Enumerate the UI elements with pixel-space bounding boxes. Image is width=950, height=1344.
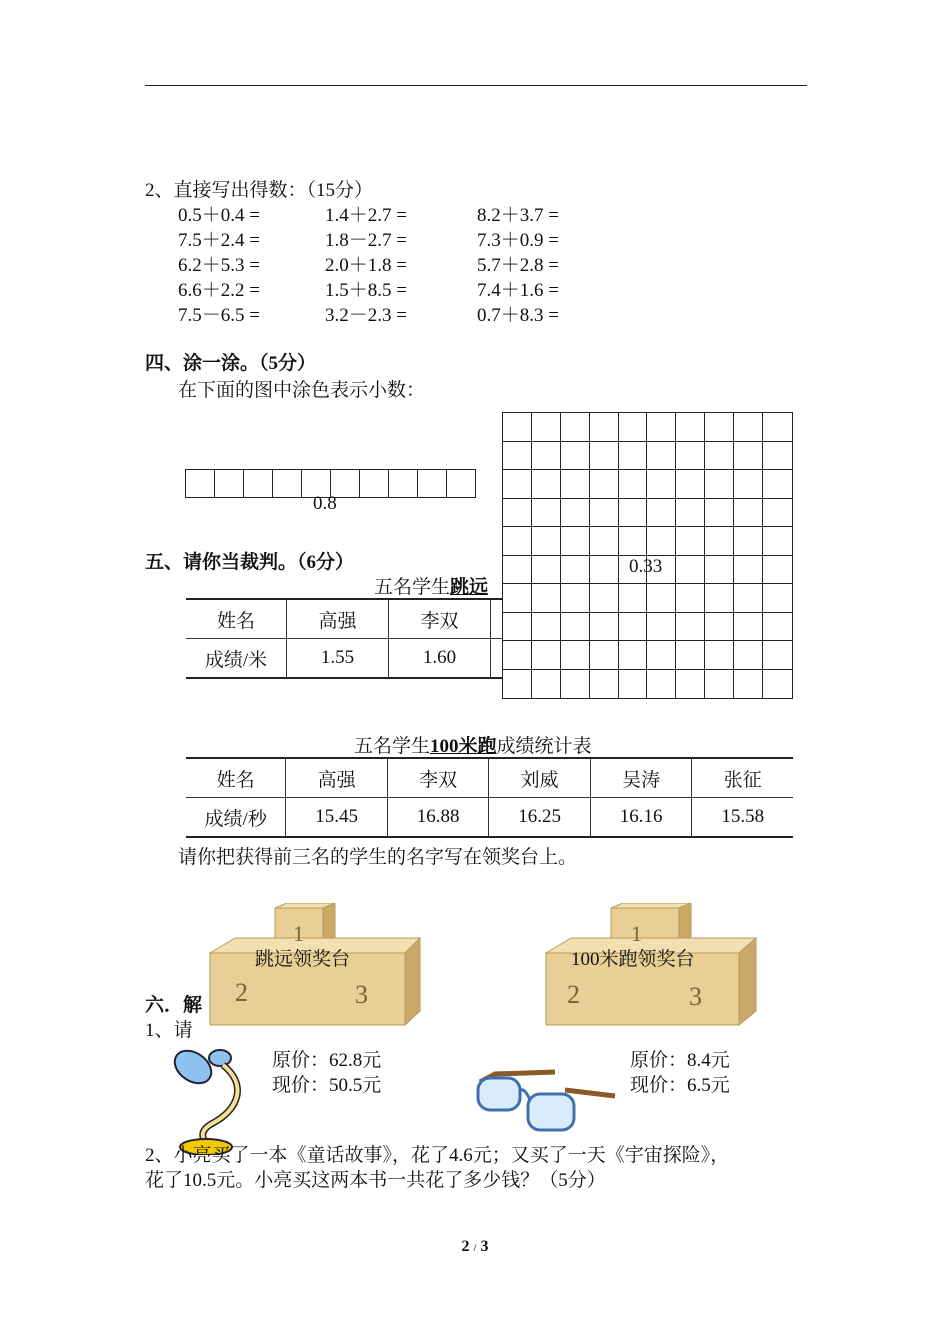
glasses-current-price: 现价：6.5元 [630, 1075, 730, 1096]
grid-cell[interactable] [763, 499, 792, 528]
strip-cell[interactable] [446, 469, 476, 498]
grid-cell[interactable] [705, 527, 734, 556]
grid-cell[interactable] [734, 527, 763, 556]
grid-cell[interactable] [763, 670, 792, 699]
grid-cell[interactable] [734, 470, 763, 499]
section6-q2-line1: 2、小亮买了一本《童话故事》，花了4.6元；又买了一天《宇宙探险》， [145, 1145, 730, 1166]
grid-cell[interactable] [561, 584, 590, 613]
grid-cell[interactable] [503, 613, 532, 642]
section6-q2-line2: 花了10.5元。小亮买这两本书一共花了多少钱？（5分） [145, 1170, 606, 1191]
grid-cell[interactable] [561, 527, 590, 556]
grid-cell[interactable] [619, 613, 648, 642]
calc-item: 6.2＋5.3 = [178, 255, 260, 276]
calc-item: 7.3＋0.9 = [477, 230, 559, 251]
grid-cell[interactable] [590, 499, 619, 528]
table1-caption: 五名学生跳远 [374, 577, 489, 598]
grid-cell[interactable] [763, 442, 792, 471]
grid-cell[interactable] [561, 613, 590, 642]
table-cell: 16.16 [590, 798, 692, 838]
grid-cell[interactable] [705, 641, 734, 670]
calc-item: 1.4＋2.7 = [325, 205, 407, 226]
calc-item: 7.5＋2.4 = [178, 230, 260, 251]
grid-cell[interactable] [734, 499, 763, 528]
grid-cell[interactable] [763, 584, 792, 613]
grid-cell[interactable] [619, 442, 648, 471]
table-cell: 成绩/秒 [186, 798, 286, 838]
grid-cell[interactable] [503, 470, 532, 499]
grid-cell[interactable] [705, 442, 734, 471]
grid-cell[interactable] [705, 584, 734, 613]
grid-cell[interactable] [676, 470, 705, 499]
grid-cell[interactable] [590, 442, 619, 471]
grid-cell[interactable] [532, 527, 561, 556]
grid-cell[interactable] [503, 641, 532, 670]
grid-cell[interactable] [619, 641, 648, 670]
grid-cell[interactable] [647, 527, 676, 556]
table-cell: 16.25 [489, 798, 591, 838]
grid-cell[interactable] [619, 470, 648, 499]
grid-cell[interactable] [734, 584, 763, 613]
grid-cell[interactable] [647, 442, 676, 471]
strip-value: 0.8 [313, 493, 337, 514]
table-cell: 吴涛 [590, 758, 692, 798]
grid-cell[interactable] [619, 670, 648, 699]
grid-cell[interactable] [705, 613, 734, 642]
table-cell: 15.45 [286, 798, 388, 838]
grid-cell[interactable] [532, 499, 561, 528]
grid-cell[interactable] [676, 442, 705, 471]
grid-cell[interactable] [561, 470, 590, 499]
place-3: 3 [355, 980, 368, 1009]
grid-cell[interactable] [647, 584, 676, 613]
strip-cell[interactable] [388, 469, 418, 498]
strip-cell[interactable] [417, 469, 447, 498]
grid-cell[interactable] [561, 442, 590, 471]
grid-cell[interactable] [532, 442, 561, 471]
svg-text:3: 3 [689, 982, 702, 1011]
grid-cell[interactable] [676, 413, 705, 442]
grid-cell[interactable] [763, 641, 792, 670]
grid-cell[interactable] [647, 670, 676, 699]
grid-cell[interactable] [503, 584, 532, 613]
sprint-podium-label: 100米跑领奖台 [571, 949, 695, 970]
grid-cell[interactable] [734, 556, 763, 585]
calc-item: 2.0＋1.8 = [325, 255, 407, 276]
grid-cell[interactable] [647, 499, 676, 528]
grid-cell[interactable] [676, 670, 705, 699]
svg-text:2: 2 [567, 980, 580, 1009]
section4-instruction: 在下面的图中涂色表示小数： [178, 380, 426, 401]
strip-cell[interactable] [185, 469, 215, 498]
long-jump-podium-label: 跳远领奖台 [255, 949, 351, 970]
table-cell: 15.58 [692, 798, 793, 838]
grid-cell[interactable] [503, 413, 532, 442]
grid-cell[interactable] [763, 470, 792, 499]
grid-cell[interactable] [590, 613, 619, 642]
table-cell: 1.60 [389, 639, 491, 679]
grid-cell[interactable] [647, 613, 676, 642]
grid-value: 0.33 [629, 556, 663, 577]
calc-item: 8.2＋3.7 = [477, 205, 559, 226]
desk-lamp-icon [168, 1035, 248, 1155]
grid-cell[interactable] [532, 470, 561, 499]
strip-cell[interactable] [214, 469, 244, 498]
calc-item: 1.8－2.7 = [325, 230, 407, 251]
grid-cell[interactable] [705, 670, 734, 699]
sprint-table [186, 757, 793, 838]
section5-heading: 五、请你当裁判。（6分） [145, 552, 355, 573]
podium-instruction: 请你把获得前三名的学生的名字写在领奖台上。 [178, 847, 578, 868]
calc-item: 5.7＋2.8 = [477, 255, 559, 276]
table-cell: 刘威 [489, 758, 591, 798]
grid-cell[interactable] [532, 556, 561, 585]
q2-title: 2、直接写出得数：（15分） [145, 180, 374, 201]
grid-cell[interactable] [763, 556, 792, 585]
page-number: 2 / 3 [461, 1238, 489, 1255]
grid-cell[interactable] [619, 584, 648, 613]
calc-item: 0.7＋8.3 = [477, 305, 559, 326]
grid-cell[interactable] [676, 527, 705, 556]
glasses-original-price: 原价：8.4元 [630, 1050, 730, 1071]
calc-item: 7.4＋1.6 = [477, 280, 559, 301]
grid-cell[interactable] [590, 556, 619, 585]
grid-cell[interactable] [676, 641, 705, 670]
grid-cell[interactable] [590, 470, 619, 499]
grid-cell[interactable] [734, 413, 763, 442]
lamp-original-price: 原价：62.8元 [272, 1050, 382, 1071]
grid-cell[interactable] [503, 499, 532, 528]
grid-cell[interactable] [705, 413, 734, 442]
grid-cell[interactable] [561, 413, 590, 442]
place-1: 1 [293, 921, 304, 946]
strip-cell[interactable] [272, 469, 302, 498]
table-cell: 1.55 [287, 639, 389, 679]
grid-cell[interactable] [647, 641, 676, 670]
grid-cell[interactable] [590, 527, 619, 556]
grid-cell[interactable] [532, 413, 561, 442]
grid-cell[interactable] [503, 527, 532, 556]
grid-cell[interactable] [590, 670, 619, 699]
grid-cell[interactable] [647, 470, 676, 499]
grid-cell[interactable] [676, 584, 705, 613]
grid-cell[interactable] [763, 613, 792, 642]
calc-item: 7.5－6.5 = [178, 305, 260, 326]
grid-cell[interactable] [676, 556, 705, 585]
grid-cell[interactable] [590, 641, 619, 670]
table-cell: 成绩/米 [186, 639, 287, 679]
svg-text:1: 1 [631, 921, 642, 946]
grid-cell[interactable] [676, 499, 705, 528]
table-cell: 李双 [389, 599, 491, 639]
grid-cell[interactable] [763, 413, 792, 442]
strip-cell[interactable] [359, 469, 389, 498]
grid-cell[interactable] [503, 556, 532, 585]
strip-cell[interactable] [243, 469, 273, 498]
table-cell: 张征 [692, 758, 793, 798]
grid-cell[interactable] [532, 584, 561, 613]
grid-cell[interactable] [590, 413, 619, 442]
grid-cell[interactable] [532, 670, 561, 699]
grid-cell[interactable] [619, 499, 648, 528]
grid-cell[interactable] [619, 413, 648, 442]
grid-cell[interactable] [503, 442, 532, 471]
table-cell: 姓名 [186, 599, 287, 639]
grid-cell[interactable] [561, 499, 590, 528]
section4-heading: 四、涂一涂。（5分） [145, 353, 317, 374]
table-cell: 姓名 [186, 758, 286, 798]
grid-cell[interactable] [734, 641, 763, 670]
glasses-icon [470, 1060, 620, 1145]
table-cell: 高强 [287, 599, 389, 639]
grid-cell[interactable] [561, 670, 590, 699]
grid-cell[interactable] [647, 413, 676, 442]
grid-cell[interactable] [705, 470, 734, 499]
calc-item: 3.2－2.3 = [325, 305, 407, 326]
grid-cell[interactable] [503, 670, 532, 699]
grid-cell[interactable] [734, 613, 763, 642]
section6-heading: 六．解 [145, 995, 203, 1016]
table2-caption: 五名学生100米跑成绩统计表 [354, 736, 592, 757]
grid-cell[interactable] [590, 584, 619, 613]
table-cell: 高强 [286, 758, 388, 798]
place-2: 2 [235, 978, 248, 1007]
grid-cell[interactable] [734, 442, 763, 471]
grid-cell[interactable] [676, 613, 705, 642]
calc-item: 6.6＋2.2 = [178, 280, 260, 301]
grid-cell[interactable] [619, 527, 648, 556]
grid-cell[interactable] [561, 556, 590, 585]
calc-item: 1.5＋8.5 = [325, 280, 407, 301]
grid-cell[interactable] [763, 527, 792, 556]
table-cell: 16.88 [387, 798, 489, 838]
lamp-current-price: 现价：50.5元 [272, 1075, 382, 1096]
section6-q1: 1、请 [145, 1020, 193, 1041]
grid-cell[interactable] [734, 670, 763, 699]
header-rule [145, 85, 807, 86]
calc-item: 0.5＋0.4 = [178, 205, 260, 226]
grid-cell[interactable] [705, 499, 734, 528]
grid-cell[interactable] [705, 556, 734, 585]
grid-cell[interactable] [532, 613, 561, 642]
table-cell: 李双 [387, 758, 489, 798]
grid-cell[interactable] [561, 641, 590, 670]
grid-cell[interactable] [532, 641, 561, 670]
